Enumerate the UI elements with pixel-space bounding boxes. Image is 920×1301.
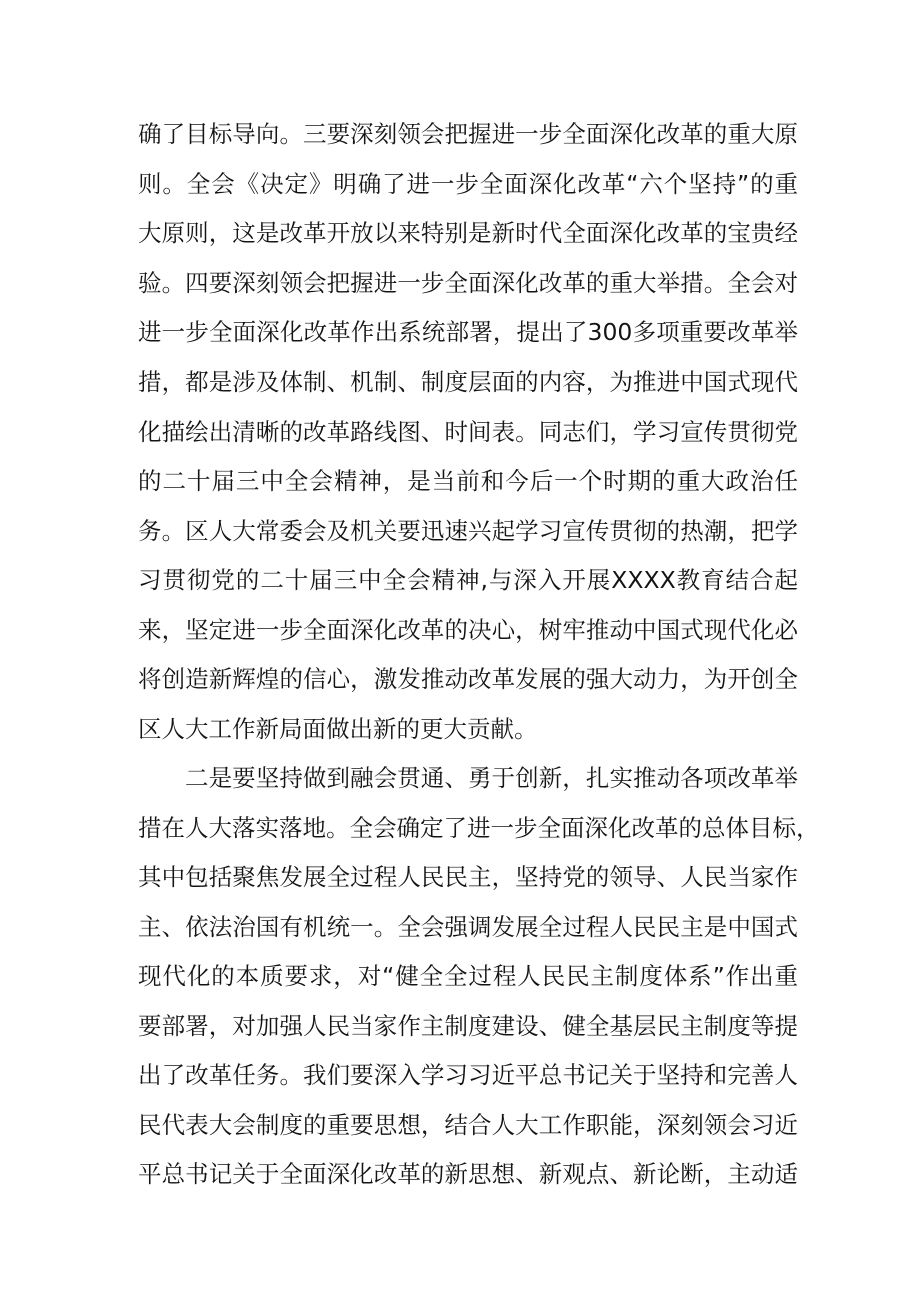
paragraph-1-line: 将创造新辉煌的信心，激发推动改革发展的强大动力，为开创全 xyxy=(138,665,798,693)
paragraph-2-line: 民代表大会制度的重要思想，结合人大工作职能，深刻领会习近 xyxy=(138,1111,798,1139)
paragraph-1-line: 确了目标导向。三要深刻领会把握进一步全面深化改革的重大原 xyxy=(138,120,798,148)
paragraph-1-line: 进一步全面深化改革作出系统部署，提出了300多项重要改革举 xyxy=(138,318,798,346)
paragraph-1-line: 区人大工作新局面做出新的更大贡献。 xyxy=(138,715,538,743)
paragraph-2-line: 主、依法治国有机统一。全会强调发展全过程人民民主是中国式 xyxy=(138,913,798,941)
paragraph-1-line: 措，都是涉及体制、机制、制度层面的内容，为推进中国式现代 xyxy=(138,368,798,396)
paragraph-1-line: 大原则，这是改革开放以来特别是新时代全面深化改革的宝贵经 xyxy=(138,219,798,247)
paragraph-2-line: 平总书记关于全面深化改革的新思想、新观点、新论断，主动适 xyxy=(138,1160,798,1188)
paragraph-2-line: 现代化的本质要求，对“健全全过程人民民主制度体系”作出重 xyxy=(138,962,798,990)
paragraph-2-line: 要部署，对加强人民当家作主制度建设、健全基层民主制度等提 xyxy=(138,1012,798,1040)
paragraph-2-line: 出了改革任务。我们要深入学习习近平总书记关于坚持和完善人 xyxy=(138,1061,798,1089)
paragraph-1-line: 的二十届三中全会精神，是当前和今后一个时期的重大政治任 xyxy=(138,467,798,495)
paragraph-1-line: 务。区人大常委会及机关要迅速兴起学习宣传贯彻的热潮，把学 xyxy=(138,517,798,545)
paragraph-1-line: 习贯彻党的二十届三中全会精神,与深入开展XXXX教育结合起 xyxy=(138,566,798,594)
paragraph-2-line: 其中包括聚焦发展全过程人民民主，坚持党的领导、人民当家作 xyxy=(138,863,798,891)
paragraph-1-line: 来，坚定进一步全面深化改革的决心，树牢推动中国式现代化必 xyxy=(138,616,798,644)
paragraph-1-line: 则。全会《决定》明确了进一步全面深化改革“六个坚持”的重 xyxy=(138,170,798,198)
paragraph-1-line: 验。四要深刻领会把握进一步全面深化改革的重大举措。全会对 xyxy=(138,269,798,297)
paragraph-1-line: 化描绘出清晰的改革路线图、时间表。同志们，学习宣传贯彻党 xyxy=(138,418,798,446)
paragraph-2-line: 二是要坚持做到融会贯通、勇于创新，扎实推动各项改革举 xyxy=(185,764,798,792)
paragraph-2-line: 措在人大落实落地。全会确定了进一步全面深化改革的总体目标， xyxy=(138,814,820,842)
